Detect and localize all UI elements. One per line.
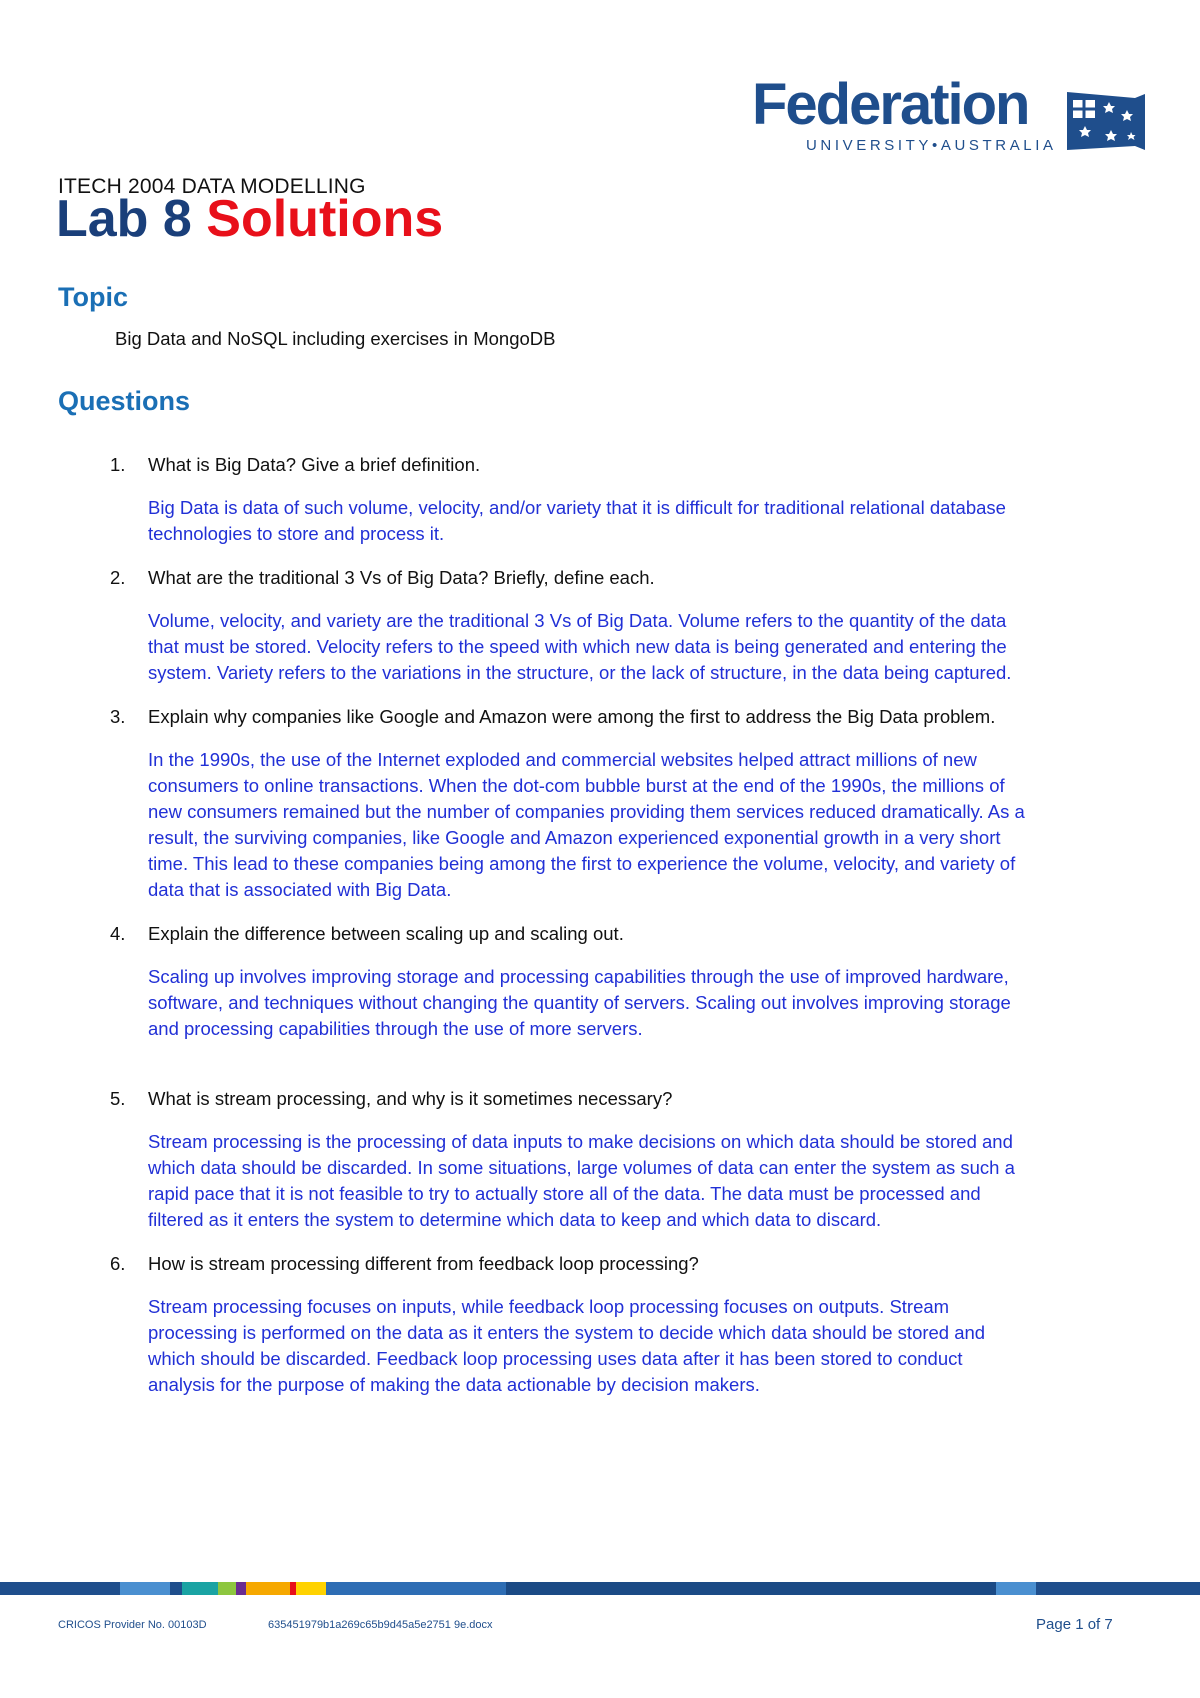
question-number: 5. [110, 1088, 126, 1109]
question-item-3 [110, 704, 1030, 903]
question-number: 4. [110, 923, 126, 944]
question-text: Explain why companies like Google and Amazon were among the first to address the Big Data problem. [148, 706, 996, 727]
footer-color-bar [0, 1582, 1200, 1595]
questions-heading: Questions [58, 386, 191, 416]
question-number: 3. [110, 706, 126, 727]
question-text: What are the traditional 3 Vs of Big Data? Briefly, define each. [148, 567, 655, 588]
answer-text: Stream processing focuses on inputs, while feedback loop processing focuses on outputs. Stream processing is performed on the data as it enters the system to decide which data should be stored and which should be discarded. Feedback loop processing uses data after it has been stored to conduct analysis for the purpose of making the data actionable by decision makers. [148, 1296, 986, 1395]
question-item-4 [110, 921, 1030, 1042]
question-list [110, 452, 1030, 1398]
topic-text: Big Data and NoSQL including exercises in MongoDB [115, 328, 556, 349]
question-number: 6. [110, 1253, 126, 1274]
question-item-1 [110, 452, 1030, 547]
question-number: 1. [110, 454, 126, 475]
footer-page-number: Page 1 of 7 [1036, 1616, 1113, 1633]
topic-heading: Topic [58, 282, 128, 312]
federation-flag-icon [1065, 88, 1147, 154]
question-text: How is stream processing different from feedback loop processing? [148, 1253, 699, 1274]
question-item-5 [110, 1086, 1030, 1233]
question-number: 2. [110, 567, 126, 588]
answer-text: Big Data is data of such volume, velocity, and/or variety that it is difficult for traditional relational database technologies to store and process it. [148, 497, 1006, 544]
course-code: ITECH 2004 DATA MODELLING [58, 175, 366, 198]
question-item-2 [110, 565, 1030, 686]
title-lab-number: Lab 8 [56, 190, 192, 248]
question-text: What is Big Data? Give a brief definition. [148, 454, 481, 475]
answer-text: Stream processing is the processing of data inputs to make decisions on which data should be stored and which data should be discarded. In some situations, large volumes of data can enter the system as such a rapid pace that it is not feasible to try to actually store all of the data. The data must be processed and filtered as it enters the system to determine which data to keep and which data to discard. [148, 1131, 1015, 1230]
footer-cricos: CRICOS Provider No. 00103D [58, 1619, 207, 1631]
footer-filename: 635451979b1a269c65b9d45a5e2751 9e.docx [268, 1619, 493, 1631]
question-item-6 [110, 1251, 1030, 1398]
question-text: What is stream processing, and why is it sometimes necessary? [148, 1088, 673, 1109]
page-title [56, 190, 444, 248]
federation-logo [752, 72, 1144, 162]
logo-wordmark: Federation [752, 72, 1029, 137]
answer-text: Scaling up involves improving storage and processing capabilities through the use of improved hardware, software, and techniques without changing the quantity of servers. Scaling out involves improving storage and processing capabilities through the use of more servers. [148, 966, 1011, 1039]
title-solutions: Solutions [206, 190, 444, 248]
answer-text: In the 1990s, the use of the Internet exploded and commercial websites helped attract millions of new consumers to online transactions. When the dot-com bubble burst at the end of the 1990s, the millions of new consumers remained but the number of companies providing them services reduced dramatically. As a result, the surviving companies, like Google and Amazon experienced exponential growth in a very short time. This lead to these companies being among the first to experience the volume, velocity, and variety of data that is associated with Big Data. [148, 749, 1025, 900]
question-text: Explain the difference between scaling up and scaling out. [148, 923, 624, 944]
answer-text: Volume, velocity, and variety are the traditional 3 Vs of Big Data. Volume refers to the quantity of the data that must be stored. Velocity refers to the speed with which new data is being generated and entering the system. Variety refers to the variations in the structure, or the lack of structure, in the data being captured. [148, 610, 1012, 683]
logo-subtitle: UNIVERSITY•AUSTRALIA [806, 137, 1057, 154]
